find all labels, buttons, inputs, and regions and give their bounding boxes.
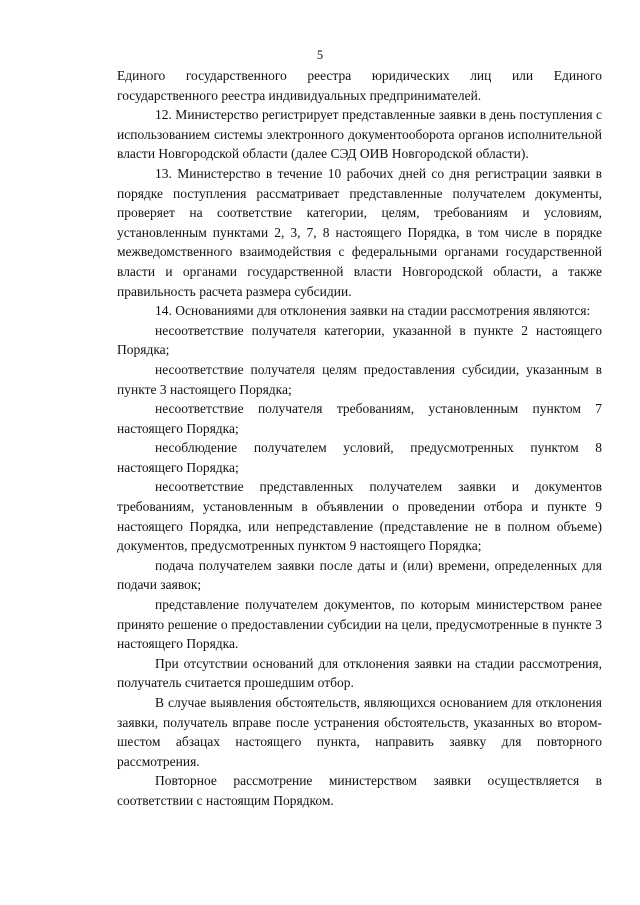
list-item: несоответствие получателя категории, указанной в пункте 2 настоящего Порядка;: [117, 322, 602, 358]
paragraph-item-14: 14. Основаниями для отклонения заявки на стадии рассмотрения являются:: [155, 303, 591, 319]
paragraph: При отсутствии оснований для отклонения заявки на стадии рассмотрения, получатель считается прошедшим отбор.: [117, 655, 602, 691]
list-item: несоответствие получателя целям предоставления субсидии, указанным в пункте 3 настоящего Порядка;: [117, 361, 602, 397]
list-item: подача получателем заявки после даты и (или) времени, определенных для подачи заявок;: [117, 557, 602, 593]
paragraph-item-13: 13. Министерство в течение 10 рабочих дней со дня регистрации заявки в порядке поступления рассматривает представленные получателем документы, проверяет на соответствие категории, целям, требованиям и условиям, установленным пунктами 2, 3, 7, 8 настоящего Порядка, в том числе в порядке межведомственного взаимодействия с федеральными органами государственной власти и органами государственной власти Новгородской области, а также правильность расчета размера субсидии.: [117, 165, 602, 299]
document-body: [117, 66, 602, 811]
list-item: несоответствие представленных получателем заявки и документов требованиям, установленным в объявлении о проведении отбора и пункте 9 настоящего Порядка, или непредставление (представление не в полном объеме) документов, предусмотренных пунктом 9 настоящего Порядка;: [117, 479, 602, 554]
page-number: 5: [316, 48, 324, 62]
list-item: несоблюдение получателем условий, предусмотренных пунктом 8 настоящего Порядка;: [117, 440, 602, 475]
paragraph: Повторное рассмотрение министерством заявки осуществляется в соответствии с настоящим Порядком.: [117, 773, 602, 808]
list-item: несоответствие получателя требованиям, установленным пунктом 7 настоящего Порядка;: [117, 401, 602, 436]
paragraph: В случае выявления обстоятельств, являющихся основанием для отклонения заявки, получатель вправе после устранения обстоятельств, указанных во втором-шестом абзацах настоящего пункта, направить заявку для повторного рассмотрения.: [117, 695, 602, 769]
paragraph: Единого государственного реестра юридических лиц или Единого государственного реестра индивидуальных предпринимателей.: [117, 68, 602, 103]
paragraph-item-12: 12. Министерство регистрирует представленные заявки в день поступления с использованием системы электронного документооборота органов исполнительной власти Новгородской области (далее СЭД ОИВ Новгородской области).: [117, 107, 602, 162]
list-item: представление получателем документов, по которым министерством ранее принято решение о предоставлении субсидии на цели, предусмотренные в пункте 3 настоящего Порядка.: [117, 597, 602, 652]
